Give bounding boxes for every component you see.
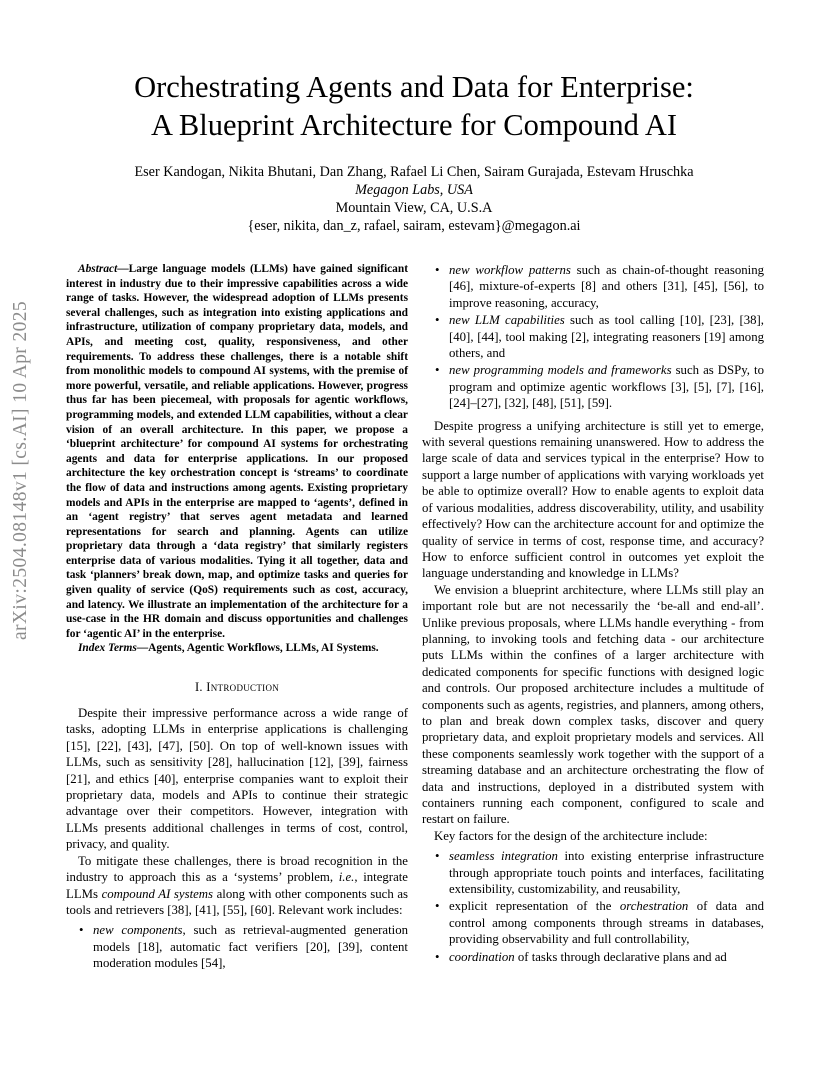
list-item: [422, 949, 764, 965]
body-paragraph-3: Key factors for the design of the architecture include:: [434, 828, 708, 843]
bullet-prefix: explicit representation of the: [449, 899, 620, 914]
index-terms-body: —Agents, Agentic Workflows, LLMs, AI Systems.: [136, 642, 379, 655]
bullet-dot: •: [79, 923, 84, 938]
body-paragraph-2: We envision a blueprint architecture, where LLMs still play an important role but are not necessarily the ‘be-all and end-all’. Unlike previous proposals, where LLMs handle everything - from planning, to invoking tools and fetching data - our architecture puts LLMs within the confines of a larger architecture with dedicated components for specific functions with designed logic and controls. Our proposed architecture includes a multitude of components such as agents, registries, and planners, among others, to plan and break down complex tasks, discover and query proprietary data, and exploit proprietary models and services. All these components seamlessly work together with the support of a streaming database and an architecture orchestrating the flow of data and instructions, deployed in a distributed system with containers running each component, configured to scale and restart on failure.: [422, 582, 764, 827]
bullet-text: into existing enterprise infrastructure through appropriate touch points and interfaces, facilitating extensibility, customizability, and reusability,: [449, 849, 764, 897]
author-emails: {eser, nikita, dan_z, rafael, sairam, estevam}@megagon.ai: [247, 218, 581, 234]
index-terms-lead: Index Terms: [78, 642, 137, 655]
bullet-dot: •: [435, 899, 440, 914]
bullet-dot: •: [435, 949, 440, 964]
bullet-dot: •: [435, 263, 440, 277]
related-work-list-continued: [422, 262, 764, 412]
list-item: [422, 898, 764, 947]
title-line-2: A Blueprint Architecture for Compound AI: [150, 108, 678, 142]
list-item: [422, 848, 764, 897]
section-title: Introduction: [206, 680, 280, 695]
arxiv-identifier: arXiv:2504.08148v1 [cs.AI] 10 Apr 2025: [10, 300, 31, 640]
bullet-text: of data and control among components through streams in databases, providing observability and full controllability,: [449, 899, 764, 947]
section-number: I.: [194, 680, 203, 695]
title-line-1: Orchestrating Agents and Data for Enterprise:: [134, 70, 694, 104]
list-item: [422, 312, 764, 361]
abstract-lead: Abstract: [78, 263, 118, 275]
bullet-emphasis: new LLM capabilities: [449, 313, 565, 328]
list-item: [66, 922, 408, 971]
bullet-dot: •: [435, 313, 440, 328]
intro-p2-compound-ai: compound AI systems: [101, 886, 214, 901]
author-names: Eser Kandogan, Nikita Bhutani, Dan Zhang, Rafael Li Chen, Sairam Gurajada, Estevam Hruschka: [134, 164, 694, 180]
intro-p2-text-c: along with other components such as tools and retrievers [38], [41], [55], [60]. Relevant work includes:: [66, 886, 408, 917]
bullet-emphasis: new components: [93, 923, 183, 938]
bullet-text: of tasks through declarative plans and ad: [514, 949, 727, 964]
abstract-body: —Large language models (LLMs) have gained significant interest in industry due to their impressive capabilities across a wide range of tasks. However, the widespread adoption of LLMs presents several challenges, such as integration into existing applications and infrastructure, utilization of company proprietary data, models, and APIs, and meeting cost, quality, responsiveness, and other requirements. To address these challenges, there is a notable shift from monolithic models to compound AI systems, with the premise of more powerful, versatile, and reliable applications. However, progress thus far has been piecemeal, with proposals for agentic workflows, programming models, and extended LLM capabilities, without a clear vision of an overall architecture. In this paper, we propose a ‘blueprint architecture’ for compound AI systems for orchestrating agents and data for enterprise applications. In our proposed architecture the key orchestration concept is ‘streams’ to coordinate the flow of data and instructions among agents. Existing proprietary models and APIs in the enterprise are mapped to ‘agents’, defined in an ‘agent registry’ that serves agent metadata and learned representations for search and planning. Agents can utilize proprietary data through a ‘data registry’ that similarly registers enterprise data of various modalities. Tying it all together, data and task ‘planners’ break down, map, and optimize tasks and queries for given quality of service (QoS) requirements such as cost, accuracy, and latency. We illustrate an implementation of the architecture for a use-case in the HR domain and discuss opportunities and challenges for ‘agentic AI’ in the enterprise.: [66, 263, 408, 640]
abstract: [66, 262, 408, 641]
intro-paragraph-2: [66, 853, 408, 919]
bullet-text: , such as retrieval-augmented generation models [18], automatic fact verifiers [20], [39], content moderation modules [54],: [93, 923, 408, 971]
affiliation-location: Mountain View, CA, U.S.A: [335, 200, 493, 216]
bullet-emphasis: new programming models and frameworks: [449, 363, 672, 378]
bullet-text: such as chain-of-thought reasoning [46], mixture-of-experts [8] and others [31], [45], [56], to improve reasoning, accuracy,: [449, 263, 764, 310]
author-block: [0, 163, 828, 235]
paper-title: [0, 68, 828, 144]
intro-p2-text-a: To mitigate these challenges, there is broad recognition in the industry to approach this as a ‘systems’ problem,: [66, 853, 408, 885]
right-column: [422, 262, 764, 966]
bullet-emphasis: seamless integration: [449, 849, 558, 864]
bullet-emphasis: new workflow patterns: [449, 263, 571, 277]
bullet-dot: •: [435, 849, 440, 864]
list-item: [422, 262, 764, 311]
affiliation-organization: Megagon Labs, USA: [355, 182, 473, 198]
body-paragraph-1: Despite progress a unifying architecture is still yet to emerge, with several questions remaining unanswered. How to address the large scale of data and services typical in the enterprise? How to support a large number of applications with varying workloads yet be able to optimize overall? How to enable agents to exploit data of various modalities, address discoverability, utility, and usability effectively? How can the architecture account for and optimize the quality of service in terms of cost, response time, and accuracy? How to enforce sufficient control in outcomes yet exploit the language understanding and knowledge in LLMs?: [422, 418, 764, 581]
intro-paragraph-1: Despite their impressive performance across a wide range of tasks, adopting LLMs in enterprise applications is challenging [15], [22], [43], [47], [50]. On top of well-known issues with LLMs, such as sensitivity [28], hallucination [12], [39], fairness [21], and ethics [40], enterprise companies want to exploit their proprietary data, models and APIs to continue their strategic advantage over their competitors. However, integration with LLMs presents additional challenges in terms of cost, control, privacy, and quality.: [66, 706, 408, 852]
intro-p2-ie: i.e.: [338, 870, 355, 885]
bullet-text: such as tool calling [10], [23], [38], [40], [44], tool making [2], integrating reasoners [19] among others, and: [449, 313, 764, 361]
index-terms: [66, 641, 408, 656]
intro-p2-text-b: , integrate LLMs: [66, 870, 408, 901]
bullet-text: such as DSPy, to program and optimize agentic workflows [3], [5], [7], [16], [24]–[27], [32], [48], [51], [59].: [449, 363, 764, 411]
related-work-list: [66, 922, 408, 971]
bullet-emphasis: coordination: [449, 949, 515, 964]
design-factors-list: [422, 848, 764, 965]
left-column: [66, 262, 408, 973]
section-heading-introduction: [66, 680, 408, 695]
bullet-dot: •: [435, 363, 440, 378]
bullet-emphasis: orchestration: [619, 899, 689, 914]
list-item: [422, 362, 764, 411]
